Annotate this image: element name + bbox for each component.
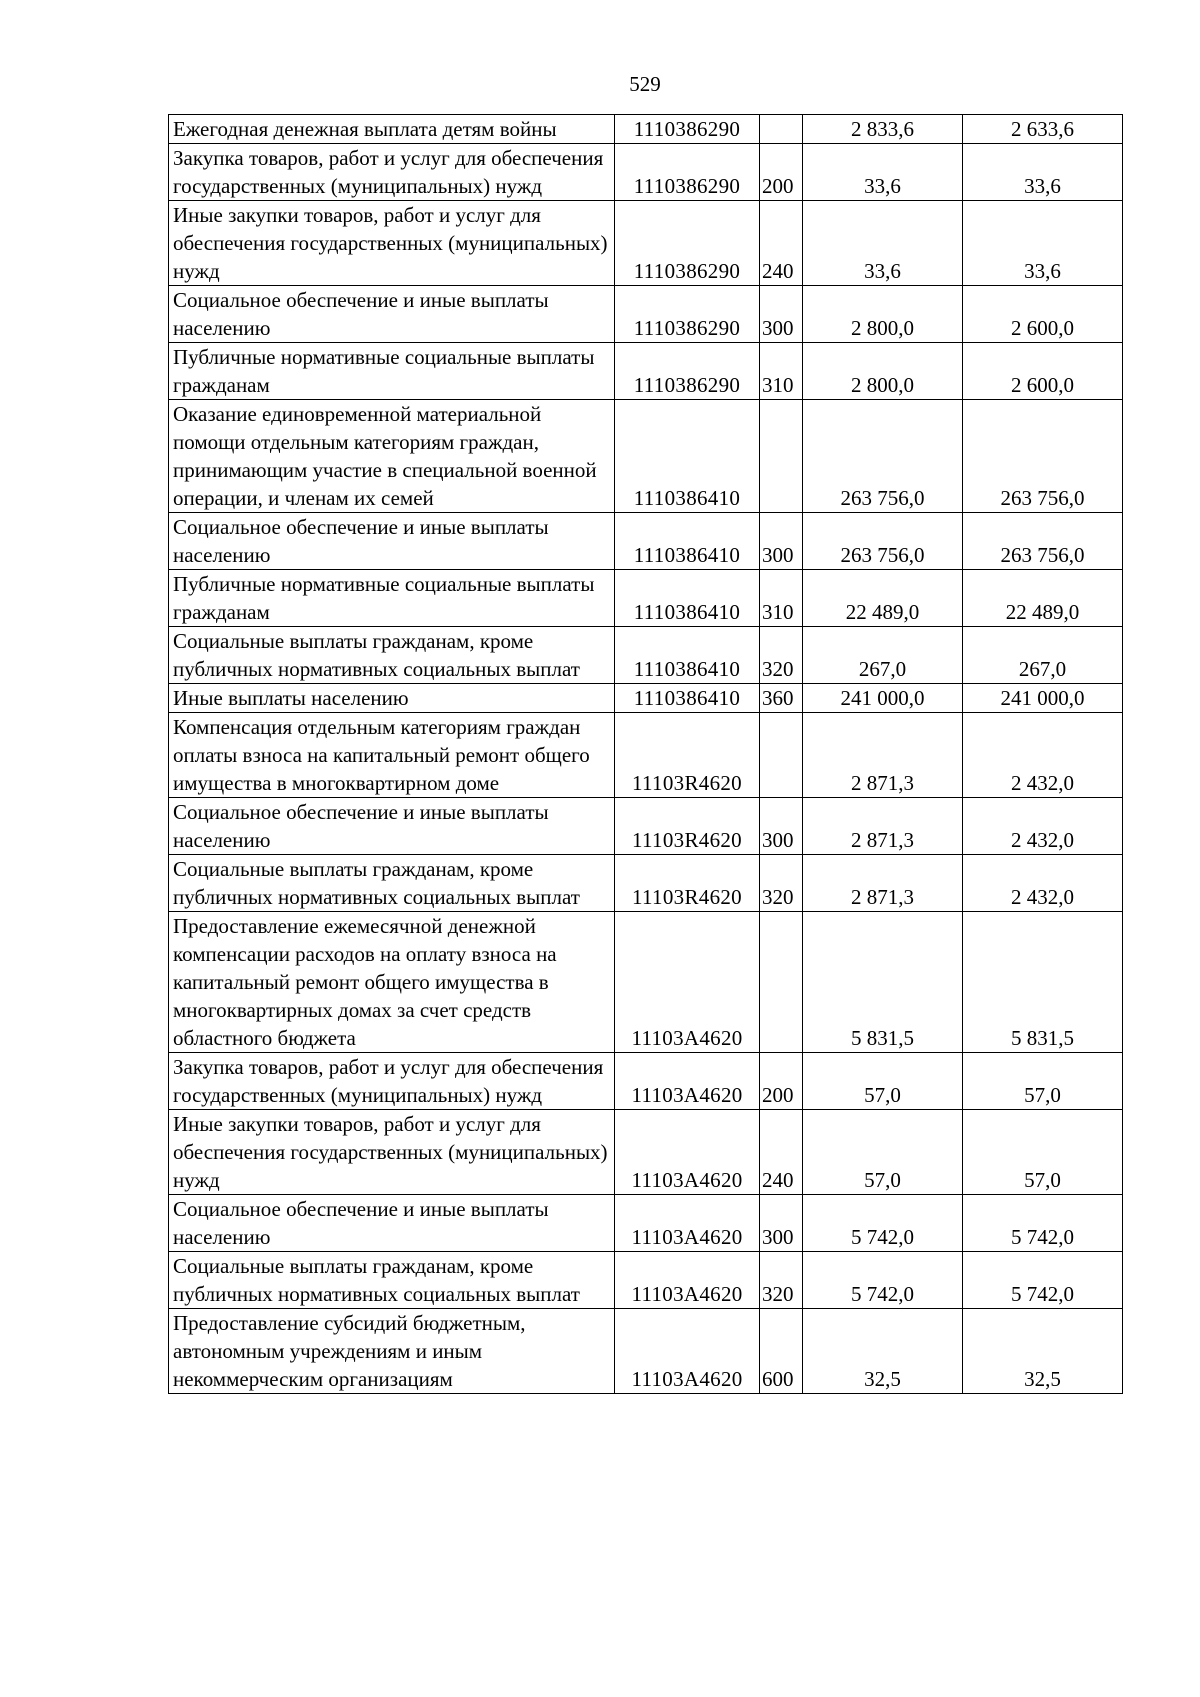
- table-row: [169, 627, 1123, 684]
- table-row: [169, 684, 1123, 713]
- amount-year-1-cell: 2 800,0: [803, 343, 963, 400]
- amount-year-1-cell: 33,6: [803, 144, 963, 201]
- row-name-cell: Социальное обеспечение и иные выплаты населению: [169, 1195, 615, 1252]
- row-name-cell: Социальное обеспечение и иные выплаты населению: [169, 513, 615, 570]
- table-row: [169, 1195, 1123, 1252]
- expense-type-cell: 240: [760, 201, 803, 286]
- amount-year-1-cell: 33,6: [803, 201, 963, 286]
- expense-type-cell: 240: [760, 1110, 803, 1195]
- row-name-cell: Иные закупки товаров, работ и услуг для обеспечения государственных (муниципальных) нужд: [169, 1110, 615, 1195]
- budget-table-body: [169, 115, 1123, 1394]
- table-row: [169, 1053, 1123, 1110]
- row-name-cell: Иные выплаты населению: [169, 684, 615, 713]
- row-name-cell: Социальные выплаты гражданам, кроме публичных нормативных социальных выплат: [169, 627, 615, 684]
- expense-type-cell: [760, 115, 803, 144]
- amount-year-2-cell: 2 432,0: [963, 855, 1123, 912]
- expense-type-cell: [760, 400, 803, 513]
- expense-type-cell: 300: [760, 1195, 803, 1252]
- amount-year-1-cell: 2 871,3: [803, 798, 963, 855]
- table-row: [169, 570, 1123, 627]
- amount-year-2-cell: 57,0: [963, 1110, 1123, 1195]
- expense-type-cell: 200: [760, 1053, 803, 1110]
- row-name-cell: Закупка товаров, работ и услуг для обеспечения государственных (муниципальных) нужд: [169, 144, 615, 201]
- amount-year-2-cell: 2 600,0: [963, 343, 1123, 400]
- row-name-cell: Социальное обеспечение и иные выплаты населению: [169, 798, 615, 855]
- amount-year-1-cell: 2 871,3: [803, 855, 963, 912]
- expense-type-cell: 300: [760, 798, 803, 855]
- target-code-cell: 1110386290: [615, 115, 760, 144]
- row-name-cell: Социальные выплаты гражданам, кроме публичных нормативных социальных выплат: [169, 855, 615, 912]
- table-row: [169, 201, 1123, 286]
- amount-year-1-cell: 263 756,0: [803, 513, 963, 570]
- expense-type-cell: 300: [760, 513, 803, 570]
- row-name-cell: Закупка товаров, работ и услуг для обеспечения государственных (муниципальных) нужд: [169, 1053, 615, 1110]
- expense-type-cell: 320: [760, 627, 803, 684]
- amount-year-2-cell: 33,6: [963, 144, 1123, 201]
- target-code-cell: 1110386410: [615, 400, 760, 513]
- amount-year-2-cell: 2 432,0: [963, 713, 1123, 798]
- row-name-cell: Публичные нормативные социальные выплаты гражданам: [169, 343, 615, 400]
- amount-year-2-cell: 32,5: [963, 1309, 1123, 1394]
- row-name-cell: Компенсация отдельным категориям граждан оплаты взноса на капитальный ремонт общего имущества в многоквартирном доме: [169, 713, 615, 798]
- amount-year-1-cell: 2 833,6: [803, 115, 963, 144]
- row-name-cell: Социальное обеспечение и иные выплаты населению: [169, 286, 615, 343]
- table-row: [169, 713, 1123, 798]
- amount-year-1-cell: 241 000,0: [803, 684, 963, 713]
- target-code-cell: 11103A4620: [615, 1195, 760, 1252]
- table-row: [169, 286, 1123, 343]
- table-row: [169, 343, 1123, 400]
- target-code-cell: 11103A4620: [615, 1309, 760, 1394]
- amount-year-1-cell: 22 489,0: [803, 570, 963, 627]
- target-code-cell: 11103R4620: [615, 713, 760, 798]
- target-code-cell: 1110386410: [615, 684, 760, 713]
- amount-year-2-cell: 267,0: [963, 627, 1123, 684]
- target-code-cell: 1110386410: [615, 513, 760, 570]
- table-row: [169, 400, 1123, 513]
- expense-type-cell: 310: [760, 570, 803, 627]
- amount-year-1-cell: 263 756,0: [803, 400, 963, 513]
- target-code-cell: 1110386290: [615, 343, 760, 400]
- target-code-cell: 1110386410: [615, 627, 760, 684]
- amount-year-2-cell: 5 742,0: [963, 1252, 1123, 1309]
- amount-year-1-cell: 5 742,0: [803, 1252, 963, 1309]
- table-row: [169, 912, 1123, 1053]
- budget-table: [168, 114, 1123, 1394]
- amount-year-2-cell: 22 489,0: [963, 570, 1123, 627]
- expense-type-cell: 360: [760, 684, 803, 713]
- target-code-cell: 1110386290: [615, 144, 760, 201]
- expense-type-cell: 300: [760, 286, 803, 343]
- table-row: [169, 1309, 1123, 1394]
- amount-year-2-cell: 263 756,0: [963, 400, 1123, 513]
- target-code-cell: 1110386290: [615, 201, 760, 286]
- table-row: [169, 1110, 1123, 1195]
- row-name-cell: Иные закупки товаров, работ и услуг для обеспечения государственных (муниципальных) нужд: [169, 201, 615, 286]
- amount-year-2-cell: 5 742,0: [963, 1195, 1123, 1252]
- target-code-cell: 11103A4620: [615, 912, 760, 1053]
- amount-year-1-cell: 2 800,0: [803, 286, 963, 343]
- expense-type-cell: [760, 912, 803, 1053]
- amount-year-1-cell: 5 742,0: [803, 1195, 963, 1252]
- amount-year-1-cell: 267,0: [803, 627, 963, 684]
- amount-year-2-cell: 5 831,5: [963, 912, 1123, 1053]
- table-row: [169, 1252, 1123, 1309]
- row-name-cell: Социальные выплаты гражданам, кроме публичных нормативных социальных выплат: [169, 1252, 615, 1309]
- target-code-cell: 11103A4620: [615, 1110, 760, 1195]
- table-row: [169, 115, 1123, 144]
- amount-year-2-cell: 2 633,6: [963, 115, 1123, 144]
- amount-year-1-cell: 57,0: [803, 1053, 963, 1110]
- amount-year-1-cell: 5 831,5: [803, 912, 963, 1053]
- amount-year-2-cell: 33,6: [963, 201, 1123, 286]
- expense-type-cell: 310: [760, 343, 803, 400]
- target-code-cell: 1110386410: [615, 570, 760, 627]
- amount-year-1-cell: 32,5: [803, 1309, 963, 1394]
- amount-year-2-cell: 241 000,0: [963, 684, 1123, 713]
- amount-year-1-cell: 57,0: [803, 1110, 963, 1195]
- target-code-cell: 11103R4620: [615, 855, 760, 912]
- table-row: [169, 144, 1123, 201]
- target-code-cell: 1110386290: [615, 286, 760, 343]
- amount-year-2-cell: 263 756,0: [963, 513, 1123, 570]
- amount-year-2-cell: 57,0: [963, 1053, 1123, 1110]
- row-name-cell: Ежегодная денежная выплата детям войны: [169, 115, 615, 144]
- amount-year-2-cell: 2 600,0: [963, 286, 1123, 343]
- table-row: [169, 513, 1123, 570]
- amount-year-1-cell: 2 871,3: [803, 713, 963, 798]
- row-name-cell: Предоставление ежемесячной денежной компенсации расходов на оплату взноса на капитальный ремонт общего имущества в многоквартирных домах за счет средств областного бюджета: [169, 912, 615, 1053]
- row-name-cell: Предоставление субсидий бюджетным, автономным учреждениям и иным некоммерческим организациям: [169, 1309, 615, 1394]
- expense-type-cell: 320: [760, 855, 803, 912]
- expense-type-cell: 320: [760, 1252, 803, 1309]
- row-name-cell: Оказание единовременной материальной помощи отдельным категориям граждан, принимающим участие в специальной военной операции, и членам их семей: [169, 400, 615, 513]
- amount-year-2-cell: 2 432,0: [963, 798, 1123, 855]
- expense-type-cell: 600: [760, 1309, 803, 1394]
- table-row: [169, 855, 1123, 912]
- expense-type-cell: 200: [760, 144, 803, 201]
- expense-type-cell: [760, 713, 803, 798]
- target-code-cell: 11103A4620: [615, 1053, 760, 1110]
- target-code-cell: 11103R4620: [615, 798, 760, 855]
- target-code-cell: 11103A4620: [615, 1252, 760, 1309]
- page-number: 529: [629, 72, 661, 96]
- table-row: [169, 798, 1123, 855]
- row-name-cell: Публичные нормативные социальные выплаты гражданам: [169, 570, 615, 627]
